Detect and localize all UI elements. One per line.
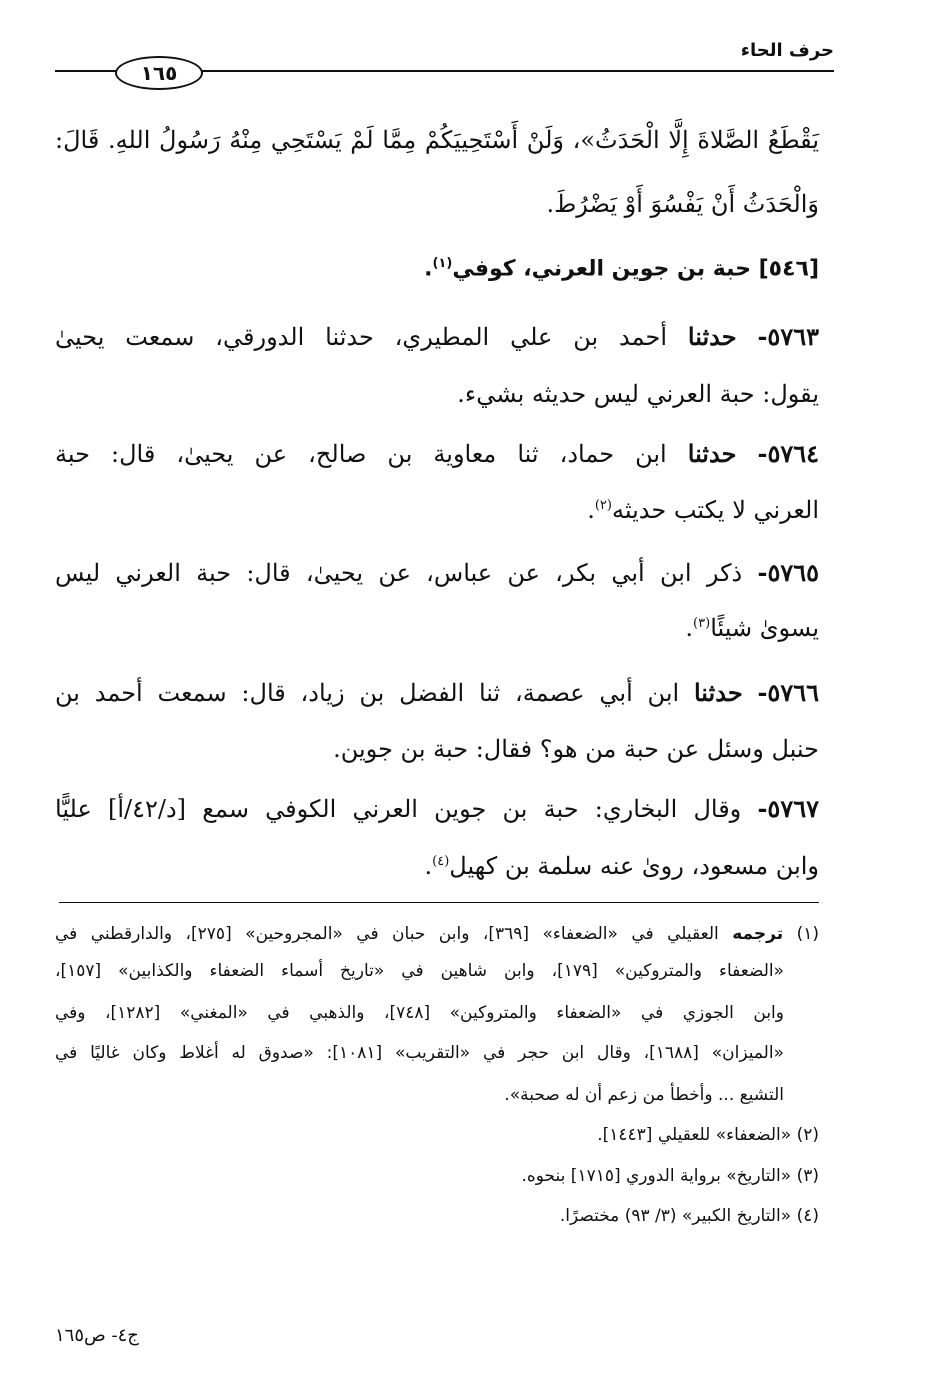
entry-text: وقال البخاري: حبة بن جوين العرني الكوفي سمع [د/٤٢/أ] عليًّا — [55, 795, 742, 823]
entry-5765-line-1 — [55, 558, 819, 587]
section-heading — [55, 256, 819, 281]
page-number-oval: ١٦٥ — [115, 56, 203, 90]
entry-number: ٥٧٦٣- — [757, 322, 819, 351]
entry-text: يسوىٰ شيئًا — [710, 614, 819, 642]
period: . — [587, 496, 595, 524]
period: . — [424, 852, 433, 880]
entry-5763-line-2: يقول: حبة العرني ليس حديثه بشيء. — [457, 380, 819, 408]
footnote-ref: (٤) — [432, 854, 450, 869]
entry-text: ابن حماد، ثنا معاوية بن صالح، عن يحيىٰ، قال: حبة — [55, 440, 667, 468]
intro-line-2: وَالْحَدَثُ أَنْ يَفْسُوَ أَوْ يَضْرُطَ. — [546, 190, 819, 218]
entry-text: العرني لا يكتب حديثه — [611, 496, 819, 524]
entry-verb: حدثنا — [687, 322, 737, 351]
footnote-1-line-4: «الميزان» [١٦٨٨]، وقال ابن حجر في «التقريب» [١٠٨١]: «صدوق له أغلاط وكان غاليًا في — [55, 1043, 784, 1063]
entry-text: ابن أبي عصمة، ثنا الفضل بن زياد، قال: سمعت أحمد بن — [55, 679, 680, 707]
entry-5766-line-1 — [55, 678, 819, 707]
footnote-1-line-5: التشيع ... وأخطأ من زعم أن له صحبة». — [504, 1085, 784, 1105]
section-heading-period: . — [424, 256, 433, 282]
footnote-label: (١) — [796, 924, 820, 944]
entry-number: ٥٧٦٥- — [757, 558, 819, 587]
entry-5767-line-1 — [55, 794, 819, 823]
footnote-1-line-1 — [55, 924, 819, 944]
footnote-bold-word: ترجمه — [732, 924, 784, 944]
footnote-1-line-3: وابن الجوزي في «الضعفاء والمتروكين» [٧٤٨]، والذهبي في «المغني» [١٢٨٢]، وفي — [55, 1003, 784, 1023]
footnote-ref: (٢) — [594, 498, 612, 513]
entry-5764-line-2 — [55, 496, 819, 524]
volume-page-reference: ج٤- ص١٦٥ — [55, 1325, 139, 1346]
intro-line-1: يَقْطَعُ الصَّلاةَ إِلَّا الْحَدَثُ»، وَلَنْ أَسْتَحِييَكُمْ مِمَّا لَمْ يَسْتَحِي مِنْهُ رَسُولُ اللهِ. قَالَ: — [55, 126, 819, 154]
entry-5765-line-2 — [55, 614, 819, 642]
section-heading-text: [٥٤٦] حبة بن جوين العرني، كوفي — [452, 256, 819, 282]
entry-text: ذكر ابن أبي بكر، عن عباس، عن يحيىٰ، قال: حبة العرني ليس — [55, 559, 743, 587]
footnote-3: (٣) «التاريخ» برواية الدوري [١٧١٥] بنحوه. — [521, 1166, 819, 1186]
entry-5763-line-1 — [55, 322, 819, 351]
entry-5767-line-2 — [55, 852, 819, 880]
entry-number: ٥٧٦٦- — [757, 678, 819, 707]
footnote-1-line-2: «الضعفاء والمتروكين» [١٧٩]، وابن شاهين في «تاريخ أسماء الضعفاء والكذابين» [١٥٧]، — [55, 961, 784, 981]
entry-number: ٥٧٦٧- — [757, 794, 819, 823]
section-heading-footnote-ref: (١) — [432, 256, 453, 271]
entry-5766-line-2: حنبل وسئل عن حبة من هو؟ فقال: حبة بن جوين. — [333, 735, 819, 763]
entry-verb: حدثنا — [687, 439, 737, 468]
footnote-text: العقيلي في «الضعفاء» [٣٦٩]، وابن حبان في «المجروحين» [٢٧٥]، والدارقطني في — [55, 924, 719, 944]
footnote-2: (٢) «الضعفاء» للعقيلي [١٤٤٣]. — [597, 1125, 819, 1145]
entry-text: أحمد بن علي المطيري، حدثنا الدورقي، سمعت يحيىٰ — [55, 323, 668, 351]
entry-number: ٥٧٦٤- — [757, 439, 819, 468]
running-header: حرف الحاء — [740, 40, 834, 61]
footnote-4: (٤) «التاريخ الكبير» (٣/ ٩٣) مختصرًا. — [559, 1206, 819, 1226]
footnote-ref: (٣) — [693, 616, 711, 631]
entry-5764-line-1 — [55, 439, 819, 468]
entry-text: وابن مسعود، روىٰ عنه سلمة بن كهيل — [449, 852, 819, 880]
entry-verb: حدثنا — [693, 678, 743, 707]
footnote-separator — [59, 902, 819, 903]
period: . — [685, 614, 694, 642]
